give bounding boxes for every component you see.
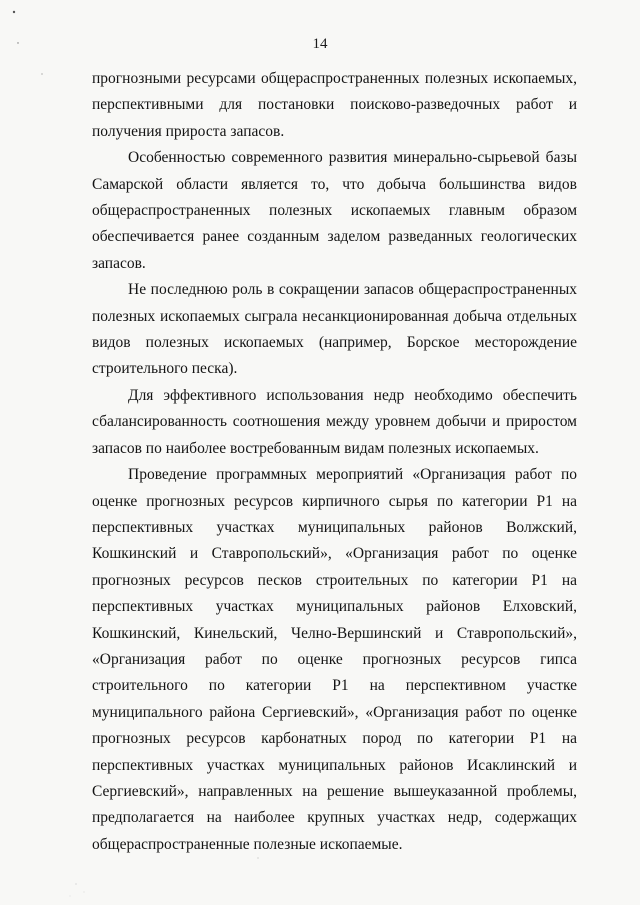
paragraph-2: Особенностью современного развития минерально-сырьевой базы Самарской области является то, что добыча большинства видов общераспространенных полезных ископаемых главным образом обеспечивается ранее созданным заделом разведанных геологических запасов. [92,149,577,272]
page-number: 14 [312,36,328,52]
paragraph-3: Не последнюю роль в сокращении запасов общераспространенных полезных ископаемых сыграла несанкционированная добыча отдельных видов полезных ископаемых (например, Борское месторождение строительного песка). [92,281,577,378]
body-text [92,66,577,858]
paragraph-5: Проведение программных мероприятий «Организация работ по оценке прогнозных ресурсов кирпичного сырья по категории Р1 на перспективных участках муниципальных районов Волжский, Кошкинский и Ставропольский», «Организация работ по оценке прогнозных ресурсов песков строительных по категории Р1 на перспективных участках муниципальных районов Елховский, Кошкинский, Кинельский, Челно-Вершинский и Ставропольский», «Организация работ по оценке прогнозных ресурсов гипса строительного по категории Р1 на перспективном участке муниципального района Сергиевский», «Организация работ по оценке прогнозных ресурсов карбонатных пород по категории Р1 на перспективных участках муниципальных районов Исаклинский и Сергиевский», направленных на решение вышеуказанной проблемы, предполагается на наиболее крупных участках недр, содержащих общераспространенные полезные ископаемые. [92,466,577,853]
paragraph-4: Для эффективного использования недр необходимо обеспечить сбалансированность соотношения между уровнем добычи и приростом запасов по наиболее востребованным видам полезных ископаемых. [92,386,577,457]
paragraph-1: прогнозными ресурсами общераспространенных полезных ископаемых, перспективными для постановки поисково-разведочных работ и получения прироста запасов. [92,70,577,140]
